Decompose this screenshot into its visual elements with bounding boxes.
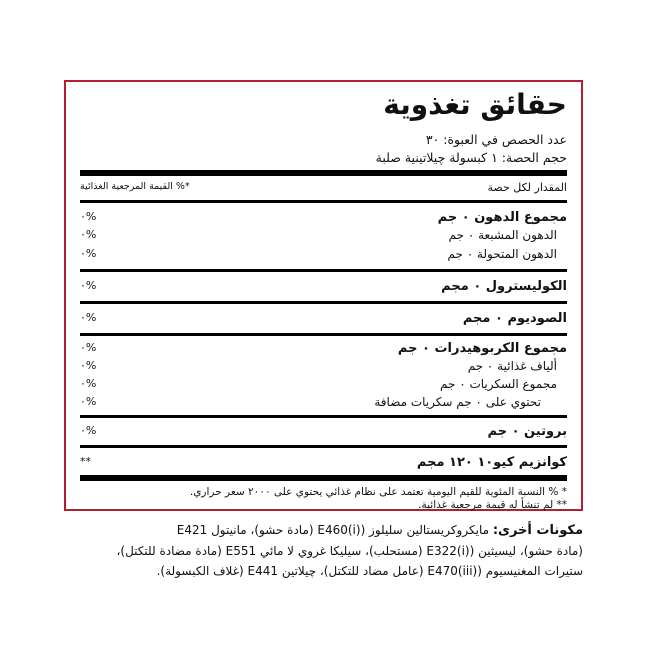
row-percent: ٠% bbox=[80, 424, 97, 437]
ingredients-line-1 bbox=[64, 520, 583, 541]
divider-medium bbox=[80, 415, 567, 418]
divider-medium bbox=[80, 200, 567, 203]
row-dietary-fiber bbox=[80, 359, 567, 377]
divider-thick bbox=[80, 170, 567, 176]
row-name: الصوديوم ٠ مجم bbox=[462, 311, 567, 326]
daily-value-label: القيمة المرجعية الغذائية %* bbox=[80, 181, 190, 192]
row-total-sugars bbox=[80, 377, 567, 395]
row-protein bbox=[80, 424, 567, 442]
row-percent: ٠% bbox=[80, 228, 97, 241]
row-percent: ٠% bbox=[80, 210, 97, 223]
row-name: مجموع الكربوهيدرات ٠ جم bbox=[397, 341, 567, 356]
row-name: ألياف غذائية ٠ جم bbox=[467, 359, 557, 373]
row-total-fat bbox=[80, 210, 567, 228]
other-ingredients bbox=[64, 520, 583, 581]
row-trans-fat bbox=[80, 247, 567, 265]
row-name: الكوليسترول ٠ مجم bbox=[441, 279, 567, 294]
footnote-daily-value: * % النسبة المئوية للقيم اليومية تعتمد على نظام غذائي يحتوي على ٢٠٠٠ سعر حراري. bbox=[189, 486, 567, 498]
row-percent: ٠% bbox=[80, 359, 97, 372]
row-name: الدهون المتحولة ٠ جم bbox=[447, 247, 557, 261]
divider-thick bbox=[80, 475, 567, 481]
ingredients-line-2: (مادة حشو)، ليسيثين (E322(i) (مستحلب)، سيليكا غروي لا مائي E551 (مادة مضادة للتكتل)، bbox=[116, 544, 583, 558]
divider-medium bbox=[80, 301, 567, 304]
divider-medium bbox=[80, 333, 567, 336]
servings-per-container: عدد الحصص في العبوة: ٣٠ bbox=[425, 132, 567, 147]
serving-size: حجم الحصة: ١ كبسولة چيلاتينية صلبة bbox=[375, 150, 567, 165]
row-percent: ٠% bbox=[80, 247, 97, 260]
row-sodium bbox=[80, 311, 567, 329]
row-percent: ٠% bbox=[80, 395, 97, 408]
row-name: تحتوي على ٠ جم سكريات مضافة bbox=[374, 395, 541, 409]
ingredients-line-3: ستيرات المغنيسيوم (E470(iii) (عامل مضاد للتكتل)، چيلاتين E441 (غلاف الكبسولة). bbox=[156, 564, 583, 578]
row-name: مجموع الدهون ٠ جم bbox=[437, 210, 567, 225]
row-name: بروتين ٠ جم bbox=[487, 424, 567, 439]
row-percent: ٠% bbox=[80, 279, 97, 292]
amount-per-serving-label: المقدار لكل حصة bbox=[487, 181, 567, 194]
row-added-sugars bbox=[80, 395, 567, 413]
column-header bbox=[80, 181, 567, 199]
footnote-no-reference: ** لم تنشأ له قيمة مرجعية غذائية. bbox=[418, 499, 567, 511]
ingredients-text: مايكروكريستالين سليلوز (E460(i) (مادة حشو)، مانيتول E421 bbox=[176, 523, 490, 537]
row-percent: ٠% bbox=[80, 311, 97, 324]
row-percent: ** bbox=[80, 455, 91, 468]
row-coenzyme-q10 bbox=[80, 455, 567, 473]
row-percent: ٠% bbox=[80, 341, 97, 354]
ingredients-label: مكونات أخرى: bbox=[492, 523, 583, 538]
divider-medium bbox=[80, 445, 567, 448]
row-saturated-fat bbox=[80, 228, 567, 246]
nutrition-facts-panel bbox=[64, 80, 583, 511]
row-total-carbohydrate bbox=[80, 341, 567, 359]
row-name: مجموع السكريات ٠ جم bbox=[439, 377, 557, 391]
divider-medium bbox=[80, 269, 567, 272]
row-cholesterol bbox=[80, 279, 567, 297]
row-name: الدهون المشبعة ٠ جم bbox=[448, 228, 557, 242]
row-percent: ٠% bbox=[80, 377, 97, 390]
panel-title: حقائق تغذوية bbox=[383, 88, 567, 121]
row-name: كوانزيم كيو١٠ ١٢٠ مجم bbox=[416, 455, 567, 470]
